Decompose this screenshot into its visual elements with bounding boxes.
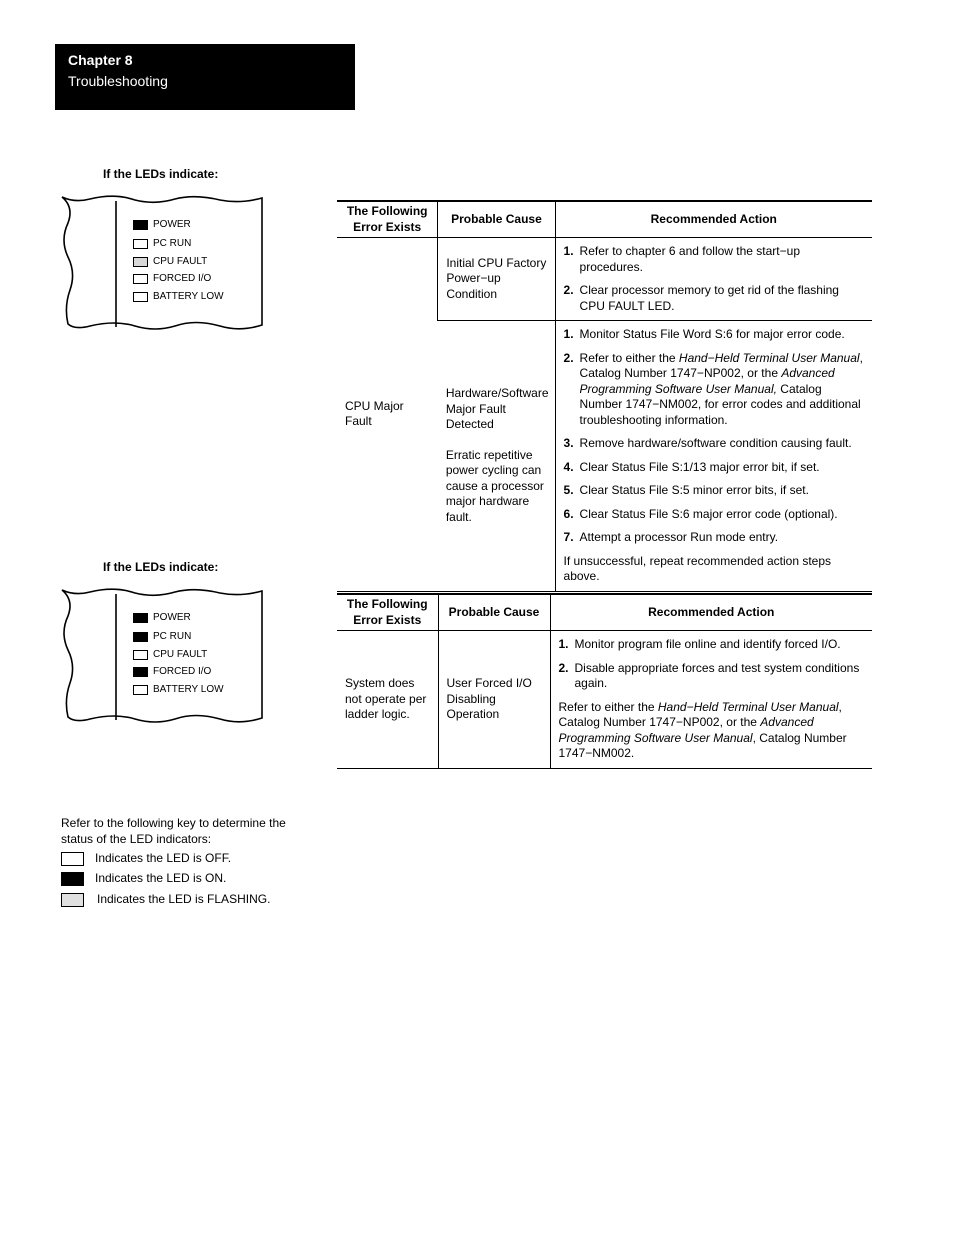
action-step: 5. Clear Status File S:5 minor error bits, if set. <box>563 483 809 497</box>
led-indicator <box>133 667 148 677</box>
action-step: 1. Monitor program file online and identify forced I/O. <box>558 637 841 651</box>
key-swatch-on <box>61 872 84 886</box>
action-cell <box>550 631 872 769</box>
action-step: 2. Refer to either the Hand−Held Terminal User Manual, Catalog Number 1747−NP002, or the Advanced Programming Software User Manual, Catalog Number 1747−NM002, for error codes and additional troubleshooting information. <box>563 350 863 427</box>
action-reference: Refer to either the Hand−Held Terminal User Manual, Catalog Number 1747−NP002, or the Advanced Programming Software User Manual, Catalog Number 1747−NM002. <box>558 699 847 760</box>
key-swatch-off <box>61 852 84 866</box>
key-text: Indicates the LED is ON. <box>95 871 227 885</box>
leds-label: If the LEDs indicate: <box>103 167 219 181</box>
led-indicator <box>133 613 148 623</box>
cause-note: Erratic repetitive power cycling can cause a processor major hardware fault. <box>445 447 544 524</box>
action-step: 2. Clear processor memory to get rid of the flashing CPU FAULT LED. <box>563 283 839 313</box>
action-cell <box>555 321 872 592</box>
led-indicator <box>133 292 148 302</box>
led-panel <box>60 588 266 723</box>
action-cell <box>555 238 872 321</box>
action-step: 3. Remove hardware/software condition causing fault. <box>563 436 852 450</box>
action-step: 4. Clear Status File S:1/13 major error bit, if set. <box>563 459 820 474</box>
chapter-header <box>55 44 355 110</box>
col-header-error: The Following Error Exists <box>337 201 438 238</box>
led-label: CPU FAULT <box>153 649 208 660</box>
key-swatch-flashing <box>61 893 84 907</box>
action-step: 6. Clear Status File S:6 major error code (optional). <box>563 506 838 521</box>
col-header-cause: Probable Cause <box>438 594 550 631</box>
table-row <box>337 631 872 769</box>
error-cell: CPU Major Fault <box>337 238 438 592</box>
table-header-row <box>337 201 872 238</box>
cause-text: Hardware/Software Major Fault Detected <box>445 386 549 432</box>
error-table-forced-io <box>337 593 872 769</box>
leds-label: If the LEDs indicate: <box>103 560 219 574</box>
led-indicator <box>133 274 148 284</box>
led-indicator <box>133 220 148 230</box>
led-label: FORCED I/O <box>153 273 212 284</box>
key-text: Indicates the LED is FLASHING. <box>97 892 271 906</box>
led-label: CPU FAULT <box>153 256 208 267</box>
led-label: PC RUN <box>153 238 192 249</box>
cause-cell <box>438 321 555 592</box>
led-indicator <box>133 239 148 249</box>
col-header-error: The Following Error Exists <box>337 594 438 631</box>
key-text: Indicates the LED is OFF. <box>95 851 232 865</box>
table-header-row <box>337 594 872 631</box>
led-label: PC RUN <box>153 631 192 642</box>
col-header-cause: Probable Cause <box>438 201 555 238</box>
action-step: 1. Monitor Status File Word S:6 for major error code. <box>563 327 845 341</box>
error-cell: System does not operate per ladder logic. <box>337 631 438 769</box>
led-indicator <box>133 685 148 695</box>
action-step: 7. Attempt a processor Run mode entry. <box>563 530 779 544</box>
led-panel <box>60 195 266 330</box>
table-row <box>337 238 872 321</box>
led-label: POWER <box>153 612 191 623</box>
cause-cell: User Forced I/O Disabling Operation <box>438 631 550 769</box>
led-label: POWER <box>153 219 191 230</box>
led-indicator <box>133 257 148 267</box>
col-header-action: Recommended Action <box>550 594 872 631</box>
action-footer: If unsuccessful, repeat recommended action steps above. <box>563 553 832 583</box>
cause-cell: Initial CPU Factory Power−up Condition <box>438 238 555 321</box>
chapter-label: Chapter 8 <box>68 52 133 68</box>
col-header-action: Recommended Action <box>555 201 872 238</box>
led-key-intro: Refer to the following key to determine the status of the LED indicators: <box>61 816 286 846</box>
led-label: BATTERY LOW <box>153 291 224 302</box>
led-label: FORCED I/O <box>153 666 212 677</box>
error-table-cpu-fault <box>337 200 872 592</box>
section-title: Troubleshooting <box>68 73 168 89</box>
led-indicator <box>133 632 148 642</box>
action-step: 2. Disable appropriate forces and test system conditions again. <box>558 660 860 690</box>
led-indicator <box>133 650 148 660</box>
action-step: 1. Refer to chapter 6 and follow the start−up procedures. <box>563 244 800 274</box>
led-label: BATTERY LOW <box>153 684 224 695</box>
